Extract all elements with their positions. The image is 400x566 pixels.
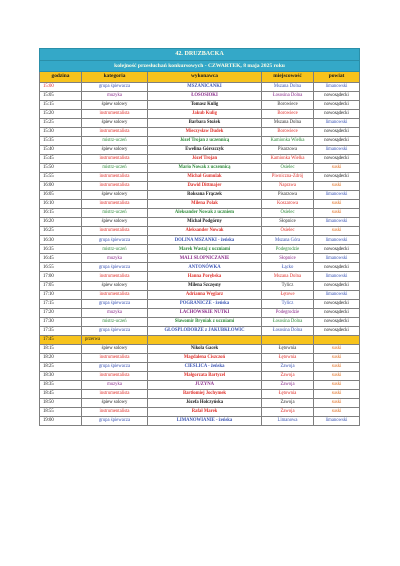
- time-cell: 15:00: [40, 82, 82, 91]
- place-cell: Borowiece: [262, 127, 314, 136]
- table-row: [40, 245, 360, 254]
- category-cell: śpiew solowy: [82, 218, 148, 227]
- category-cell: instrumentalista: [82, 109, 148, 118]
- category-cell: mistrz-uczeń: [82, 163, 148, 172]
- time-cell: 16:10: [40, 200, 82, 209]
- table-row: [40, 182, 360, 191]
- time-cell: 18:45: [40, 390, 82, 399]
- table-row: [40, 308, 360, 317]
- category-cell: instrumentalista: [82, 127, 148, 136]
- table-row: [40, 82, 360, 91]
- place-cell: Zawoja: [262, 362, 314, 371]
- title-row: [40, 49, 360, 61]
- time-cell: 19:00: [40, 417, 82, 426]
- performer-cell: Małgorzata Bartyzel: [148, 372, 262, 381]
- category-cell: instrumentalista: [82, 154, 148, 163]
- place-cell: Limanowa: [262, 417, 314, 426]
- performer-cell: Józef Trojan z uczennicą: [148, 136, 262, 145]
- county-cell: nowosądecki: [314, 245, 360, 254]
- category-cell: grupa śpiewacza: [82, 362, 148, 371]
- place-cell: Łętownia: [262, 390, 314, 399]
- category-cell: grupa śpiewacza: [82, 417, 148, 426]
- category-cell: śpiew solowy: [82, 281, 148, 290]
- county-cell: limanowski: [314, 191, 360, 200]
- place-cell: Łososina Dolna: [262, 91, 314, 100]
- category-cell: śpiew solowy: [82, 100, 148, 109]
- column-header-place: miejscowość: [262, 72, 314, 83]
- county-cell: limanowski: [314, 218, 360, 227]
- performer-cell: Rafał Marek: [148, 408, 262, 417]
- performer-cell: Milena Szczęsny: [148, 281, 262, 290]
- place-cell: Osielec: [262, 227, 314, 236]
- county-cell: limanowski: [314, 417, 360, 426]
- place-cell: Łętownia: [262, 344, 314, 353]
- category-cell: muzyka: [82, 381, 148, 390]
- place-cell: Pisarzowa: [262, 145, 314, 154]
- time-cell: 15:20: [40, 109, 82, 118]
- time-cell: 16:20: [40, 218, 82, 227]
- column-header-category: kategoria: [82, 72, 148, 83]
- county-cell: nowosądecki: [314, 91, 360, 100]
- place-cell: Podegrodzie: [262, 308, 314, 317]
- table-row: [40, 163, 360, 172]
- place-cell: Łącko: [262, 263, 314, 272]
- table-row: [40, 118, 360, 127]
- time-cell: 18:55: [40, 408, 82, 417]
- county-cell: suski: [314, 381, 360, 390]
- place-cell: Mszana Dolna: [262, 272, 314, 281]
- performer-cell: Sławomir Bryniak z uczniami: [148, 317, 262, 326]
- performer-cell: MALI SŁOPNICZANIE: [148, 254, 262, 263]
- table-row: [40, 109, 360, 118]
- performer-cell: Hanna Porębska: [148, 272, 262, 281]
- performer-cell: Michał Podgórny: [148, 218, 262, 227]
- performer-cell: MSZANICANKI: [148, 82, 262, 91]
- category-cell: muzyka: [82, 308, 148, 317]
- county-cell: suski: [314, 344, 360, 353]
- table-row: [40, 326, 360, 335]
- performer-cell: Tomasz Kulig: [148, 100, 262, 109]
- performer-cell: Jakub Kulig: [148, 109, 262, 118]
- place-cell: Borowiece: [262, 100, 314, 109]
- county-cell: nowosądecki: [314, 172, 360, 181]
- category-cell: grupa śpiewacza: [82, 236, 148, 245]
- county-cell: suski: [314, 408, 360, 417]
- table-row: [40, 127, 360, 136]
- place-cell: Tylicz: [262, 281, 314, 290]
- performer-cell: Józef Trojan: [148, 154, 262, 163]
- time-cell: 16:35: [40, 245, 82, 254]
- table-row: [40, 299, 360, 308]
- performer-cell: ŁOSOSIOKI: [148, 91, 262, 100]
- place-cell: Mszana Góra: [262, 236, 314, 245]
- time-cell: 15:25: [40, 118, 82, 127]
- county-cell: suski: [314, 372, 360, 381]
- table-row: [40, 408, 360, 417]
- performer-cell: Aleksander Nowak: [148, 227, 262, 236]
- place-cell: Łętowe: [262, 290, 314, 299]
- performer-cell: Roksana Frączek: [148, 191, 262, 200]
- time-cell: 18:15: [40, 344, 82, 353]
- category-cell: instrumentalista: [82, 227, 148, 236]
- time-cell: 17:20: [40, 308, 82, 317]
- place-cell: Kamionka Wielka: [262, 136, 314, 145]
- category-cell: muzyka: [82, 91, 148, 100]
- subtitle-row: [40, 61, 360, 72]
- performer-cell: Magdalena Ciszczoń: [148, 353, 262, 362]
- category-cell: grupa śpiewacza: [82, 263, 148, 272]
- county-cell: nowosądecki: [314, 136, 360, 145]
- place-cell: Łososina Dolna: [262, 317, 314, 326]
- county-cell: suski: [314, 399, 360, 408]
- category-cell: muzyka: [82, 254, 148, 263]
- county-cell: nowosądecki: [314, 326, 360, 335]
- time-cell: 17:05: [40, 281, 82, 290]
- place-cell: Osielec: [262, 209, 314, 218]
- category-cell: instrumentalista: [82, 200, 148, 209]
- category-cell: instrumentalista: [82, 172, 148, 181]
- place-cell: Zawoja: [262, 372, 314, 381]
- place-cell: Zawoja: [262, 381, 314, 390]
- schedule-sheet: [39, 48, 359, 426]
- place-cell: Borowiece: [262, 109, 314, 118]
- table-row: [40, 200, 360, 209]
- table-row: [40, 417, 360, 426]
- time-cell: 17:30: [40, 317, 82, 326]
- county-cell: nowosądecki: [314, 127, 360, 136]
- time-cell: 15:55: [40, 172, 82, 181]
- place-cell: Słopnice: [262, 254, 314, 263]
- category-cell: instrumentalista: [82, 272, 148, 281]
- time-cell: 16:25: [40, 227, 82, 236]
- break-row: [40, 335, 360, 344]
- place-cell: Naprawa: [262, 182, 314, 191]
- performer-cell: LIMANOWIANIE - żeńska: [148, 417, 262, 426]
- table-row: [40, 218, 360, 227]
- time-cell: 16:00: [40, 182, 82, 191]
- time-cell: 18:25: [40, 362, 82, 371]
- performer-cell: Ewelina Górszczyk: [148, 145, 262, 154]
- table-row: [40, 381, 360, 390]
- performer-cell: ANTONÓWKA: [148, 263, 262, 272]
- county-cell: suski: [314, 163, 360, 172]
- table-row: [40, 362, 360, 371]
- time-cell: 15:50: [40, 163, 82, 172]
- performer-cell: Mario Nowak z uczennicą: [148, 163, 262, 172]
- table-row: [40, 91, 360, 100]
- category-cell: przerwa: [82, 335, 148, 344]
- place-cell: Tylicz: [262, 299, 314, 308]
- place-cell: Podegrodzie: [262, 245, 314, 254]
- time-cell: 17:00: [40, 272, 82, 281]
- event-subtitle: kolejność przesłuchań konkursowych - CZWARTEK, 8 maja 2025 roku: [40, 61, 360, 72]
- performer-cell: Marek Wastaj z uczniami: [148, 245, 262, 254]
- county-cell: [314, 335, 360, 344]
- place-cell: Zawoja: [262, 399, 314, 408]
- table-row: [40, 272, 360, 281]
- county-cell: nowosądecki: [314, 100, 360, 109]
- category-cell: mistrz-uczeń: [82, 209, 148, 218]
- table-row: [40, 136, 360, 145]
- county-cell: limanowski: [314, 145, 360, 154]
- county-cell: suski: [314, 362, 360, 371]
- time-cell: 15:30: [40, 127, 82, 136]
- performer-cell: DOLINA MSZANKI - żeńska: [148, 236, 262, 245]
- category-cell: śpiew solowy: [82, 399, 148, 408]
- category-cell: instrumentalista: [82, 353, 148, 362]
- time-cell: 16:15: [40, 209, 82, 218]
- county-cell: nowosądecki: [314, 317, 360, 326]
- table-row: [40, 263, 360, 272]
- table-row: [40, 100, 360, 109]
- table-row: [40, 154, 360, 163]
- time-cell: 17:15: [40, 299, 82, 308]
- column-header-time: godzina: [40, 72, 82, 83]
- time-cell: 18:35: [40, 381, 82, 390]
- performer-cell: Milena Polak: [148, 200, 262, 209]
- county-cell: limanowski: [314, 254, 360, 263]
- table-row: [40, 145, 360, 154]
- county-cell: suski: [314, 227, 360, 236]
- county-cell: suski: [314, 182, 360, 191]
- category-cell: mistrz-uczeń: [82, 317, 148, 326]
- time-cell: 16:45: [40, 254, 82, 263]
- county-cell: suski: [314, 209, 360, 218]
- place-cell: Mszana Dolna: [262, 82, 314, 91]
- performer-cell: CIEŚLICA - żeńska: [148, 362, 262, 371]
- place-cell: Kamionka Wielka: [262, 154, 314, 163]
- performer-cell: Mieczysław Dudek: [148, 127, 262, 136]
- time-cell: 15:15: [40, 100, 82, 109]
- place-cell: Łętownia: [262, 353, 314, 362]
- time-cell: 17:45: [40, 335, 82, 344]
- table-row: [40, 254, 360, 263]
- performer-cell: Barbara Stożek: [148, 118, 262, 127]
- county-cell: nowosądecki: [314, 281, 360, 290]
- county-cell: limanowski: [314, 118, 360, 127]
- performer-cell: Adrianna Węglarz: [148, 290, 262, 299]
- performer-cell: GŁOSPLODORZE z JAKUBKŁOWIC: [148, 326, 262, 335]
- table-row: [40, 209, 360, 218]
- place-cell: Osielec: [262, 163, 314, 172]
- schedule-body: [40, 49, 360, 426]
- category-cell: instrumentalista: [82, 408, 148, 417]
- performer-cell: Bartłomiej Jochymek: [148, 390, 262, 399]
- performer-cell: JUZYNA: [148, 381, 262, 390]
- county-cell: suski: [314, 390, 360, 399]
- category-cell: instrumentalista: [82, 290, 148, 299]
- time-cell: 15:05: [40, 91, 82, 100]
- performer-cell: POGRANICZE - żeńska: [148, 299, 262, 308]
- county-cell: nowosądecki: [314, 299, 360, 308]
- place-cell: Zawoja: [262, 408, 314, 417]
- time-cell: 15:45: [40, 154, 82, 163]
- time-cell: 16:55: [40, 263, 82, 272]
- table-row: [40, 353, 360, 362]
- category-cell: instrumentalista: [82, 390, 148, 399]
- county-cell: nowosądecki: [314, 109, 360, 118]
- category-cell: śpiew solowy: [82, 118, 148, 127]
- column-header-row: [40, 72, 360, 83]
- time-cell: 18:20: [40, 353, 82, 362]
- column-header-performer: wykonawca: [148, 72, 262, 83]
- category-cell: śpiew solowy: [82, 191, 148, 200]
- place-cell: [262, 335, 314, 344]
- county-cell: limanowski: [314, 236, 360, 245]
- county-cell: limanowski: [314, 82, 360, 91]
- category-cell: grupa śpiewacza: [82, 326, 148, 335]
- place-cell: Słopnice: [262, 218, 314, 227]
- time-cell: 16:05: [40, 191, 82, 200]
- table-row: [40, 281, 360, 290]
- category-cell: śpiew solowy: [82, 145, 148, 154]
- county-cell: nowosądecki: [314, 263, 360, 272]
- table-row: [40, 191, 360, 200]
- table-row: [40, 372, 360, 381]
- place-cell: Łososina Dolna: [262, 326, 314, 335]
- performer-cell: Aleksander Nowak z uczniem: [148, 209, 262, 218]
- category-cell: grupa śpiewacza: [82, 82, 148, 91]
- performer-cell: LACHOWSKIE NUTKI: [148, 308, 262, 317]
- place-cell: Pisarzowa: [262, 191, 314, 200]
- county-cell: suski: [314, 200, 360, 209]
- category-cell: instrumentalista: [82, 182, 148, 191]
- place-cell: Piwniczna-Zdrój: [262, 172, 314, 181]
- time-cell: 15:40: [40, 145, 82, 154]
- table-row: [40, 227, 360, 236]
- table-row: [40, 290, 360, 299]
- county-cell: limanowski: [314, 290, 360, 299]
- performer-cell: Nikola Gacek: [148, 344, 262, 353]
- category-cell: instrumentalista: [82, 372, 148, 381]
- place-cell: Mszana Dolna: [262, 118, 314, 127]
- category-cell: mistrz-uczeń: [82, 136, 148, 145]
- table-row: [40, 236, 360, 245]
- schedule-table: [39, 48, 360, 426]
- performer-cell: Dawid Dittmajer: [148, 182, 262, 191]
- county-cell: nowosądecki: [314, 154, 360, 163]
- time-cell: 17:35: [40, 326, 82, 335]
- performer-cell: Józefa Holczyńska: [148, 399, 262, 408]
- event-title: 42. DRUZBACKA: [40, 49, 360, 61]
- category-cell: mistrz-uczeń: [82, 245, 148, 254]
- category-cell: śpiew solowy: [82, 344, 148, 353]
- time-cell: 15:35: [40, 136, 82, 145]
- table-row: [40, 172, 360, 181]
- time-cell: 17:10: [40, 290, 82, 299]
- place-cell: Koszarowa: [262, 200, 314, 209]
- table-row: [40, 344, 360, 353]
- performer-cell: Michał Gumulak: [148, 172, 262, 181]
- county-cell: limanowski: [314, 272, 360, 281]
- table-row: [40, 390, 360, 399]
- table-row: [40, 399, 360, 408]
- performer-cell: [148, 335, 262, 344]
- county-cell: suski: [314, 353, 360, 362]
- county-cell: nowosądecki: [314, 308, 360, 317]
- time-cell: 16:30: [40, 236, 82, 245]
- table-row: [40, 317, 360, 326]
- column-header-county: powiat: [314, 72, 360, 83]
- category-cell: grupa śpiewacza: [82, 299, 148, 308]
- time-cell: 18:30: [40, 372, 82, 381]
- time-cell: 18:50: [40, 399, 82, 408]
